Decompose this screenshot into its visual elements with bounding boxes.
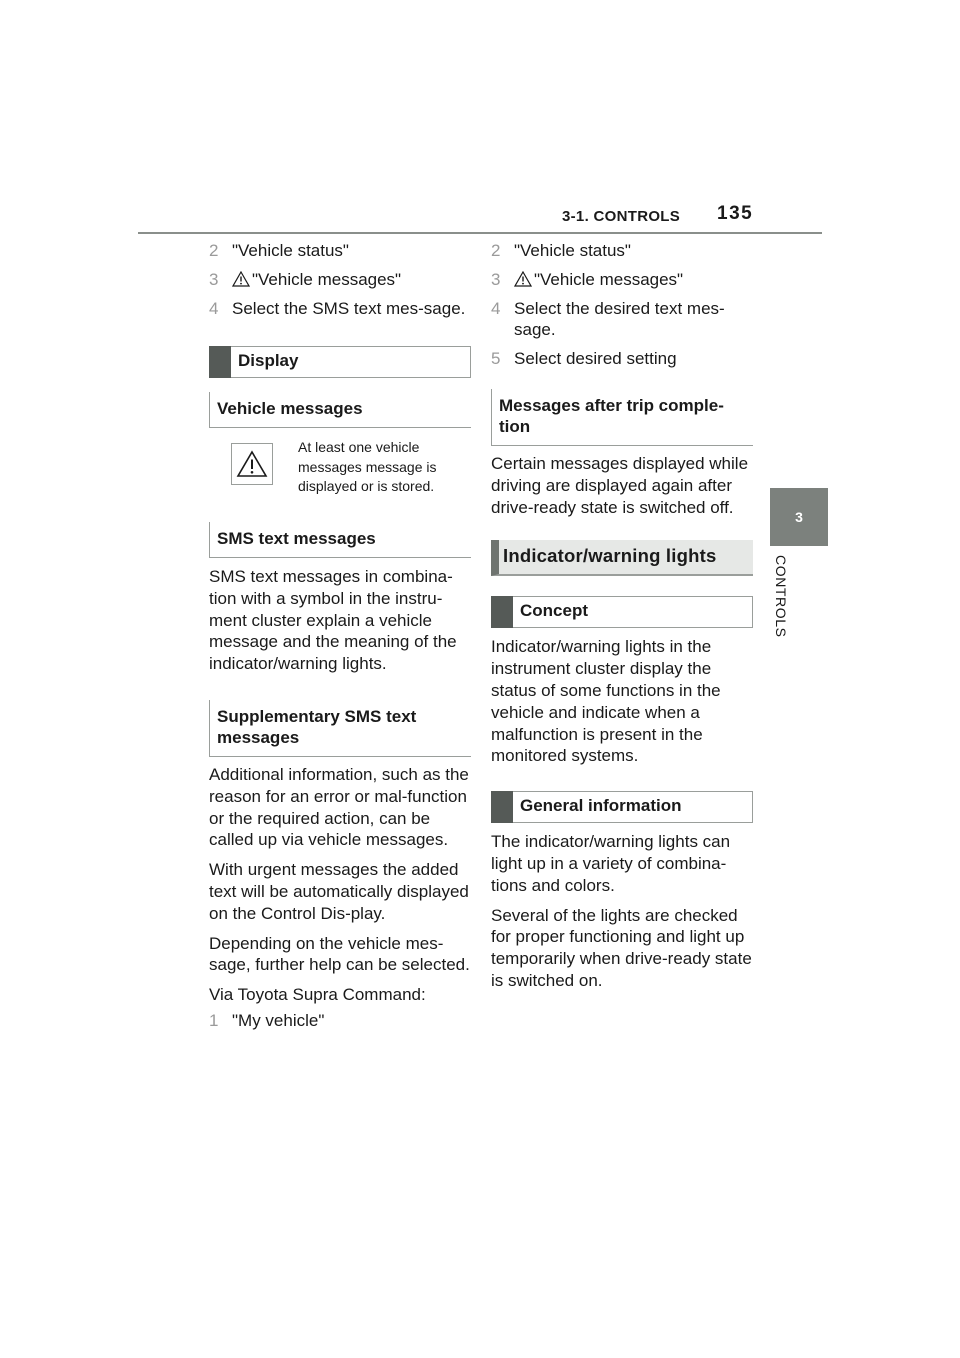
heading-bar xyxy=(209,346,231,378)
heading-general-information xyxy=(491,791,753,823)
step-item xyxy=(491,348,753,369)
step-item xyxy=(209,269,471,290)
step-text: Select the SMS text mes-sage. xyxy=(232,299,466,318)
chapter-label xyxy=(768,555,792,665)
step-text: "My vehicle" xyxy=(232,1010,325,1030)
heading-label: Messages after trip comple-tion xyxy=(499,396,724,436)
heading-label: SMS text messages xyxy=(217,529,376,548)
chapter-number: 3 xyxy=(795,509,803,525)
right-column xyxy=(491,240,753,1000)
step-number: 5 xyxy=(491,349,501,368)
heading-display xyxy=(209,346,471,378)
step-number: 2 xyxy=(491,241,501,260)
chapter-tab xyxy=(770,488,828,546)
page-number: 135 xyxy=(717,203,754,224)
warning-note-text: At least one vehicle messages message is displayed or is stored. xyxy=(298,439,437,494)
step-item xyxy=(491,298,753,340)
warning-triangle-icon xyxy=(514,271,532,287)
heading-vehicle-messages xyxy=(209,392,471,428)
step-text-wrap xyxy=(514,269,753,290)
chapter-label-text: CONTROLS xyxy=(773,555,789,638)
heading-label: General information xyxy=(520,796,682,816)
supplementary-paragraph-1: Additional information, such as the reason for an error or mal-function or the required action, can be called up via vehicle messages. xyxy=(209,764,469,850)
step-number: 4 xyxy=(491,299,501,318)
warning-triangle-icon xyxy=(236,450,268,478)
heading-bar xyxy=(491,596,513,628)
supplementary-paragraph-3: Depending on the vehicle mes-sage, further help can be selected. xyxy=(209,933,470,975)
general-paragraph-2: Several of the lights are checked for proper functioning and light up temporarily when drive-ready state is switched on. xyxy=(491,905,752,990)
step-number: 3 xyxy=(491,270,501,289)
step-text: Select the desired text mes-sage. xyxy=(514,299,725,339)
general-paragraph-1: The indicator/warning lights can light up in a variety of combina-tions and colors. xyxy=(491,832,731,895)
sms-paragraph: SMS text messages in combina-tion with a symbol in the instru-ment cluster explain a vehicle message and the meaning of the indicator/warning lights. xyxy=(209,567,457,674)
step-item xyxy=(209,1010,471,1031)
heading-label: Indicator/warning lights xyxy=(503,545,717,567)
left-column xyxy=(209,240,471,1039)
step-text: "Vehicle messages" xyxy=(252,270,402,289)
step-number: 1 xyxy=(209,1010,219,1030)
step-number: 3 xyxy=(209,270,219,289)
heading-concept xyxy=(491,596,753,628)
step-text: "Vehicle status" xyxy=(514,241,631,260)
step-item xyxy=(209,298,471,319)
warning-note xyxy=(209,428,471,522)
header-divider xyxy=(138,232,822,234)
step-item xyxy=(209,240,471,261)
step-number: 2 xyxy=(209,241,219,260)
heading-label: Concept xyxy=(520,601,588,621)
step-number: 4 xyxy=(209,299,219,318)
section-title: 3-1. CONTROLS xyxy=(562,208,681,225)
heading-messages-after-trip xyxy=(491,389,753,446)
warning-triangle-icon xyxy=(232,271,250,287)
heading-bar xyxy=(491,791,513,823)
step-text-wrap xyxy=(232,269,471,290)
heading-label: Display xyxy=(238,351,299,370)
step-item xyxy=(491,269,753,290)
heading-label: Supplementary SMS text messages xyxy=(217,706,417,747)
warning-icon-frame xyxy=(231,443,273,485)
step-text: Select desired setting xyxy=(514,349,677,368)
heading-indicator-warning-lights xyxy=(491,540,753,576)
heading-label: Vehicle messages xyxy=(217,399,363,418)
via-command-text: Via Toyota Supra Command: xyxy=(209,985,426,1005)
step-item xyxy=(491,240,753,261)
step-text: "Vehicle messages" xyxy=(534,270,684,289)
heading-sms-text-messages xyxy=(209,522,471,558)
concept-paragraph: Indicator/warning lights in the instrument cluster display the status of some functions in the vehicle and indicate when a malfunction is present in the monitored systems. xyxy=(491,637,721,766)
supplementary-paragraph-2: With urgent messages the added text will be automatically displayed on the Control Dis-play. xyxy=(209,860,469,923)
step-text: "Vehicle status" xyxy=(232,241,349,260)
heading-supplementary-sms xyxy=(209,700,471,757)
after-trip-paragraph: Certain messages displayed while driving are displayed again after drive-ready state is switched off. xyxy=(491,454,749,517)
